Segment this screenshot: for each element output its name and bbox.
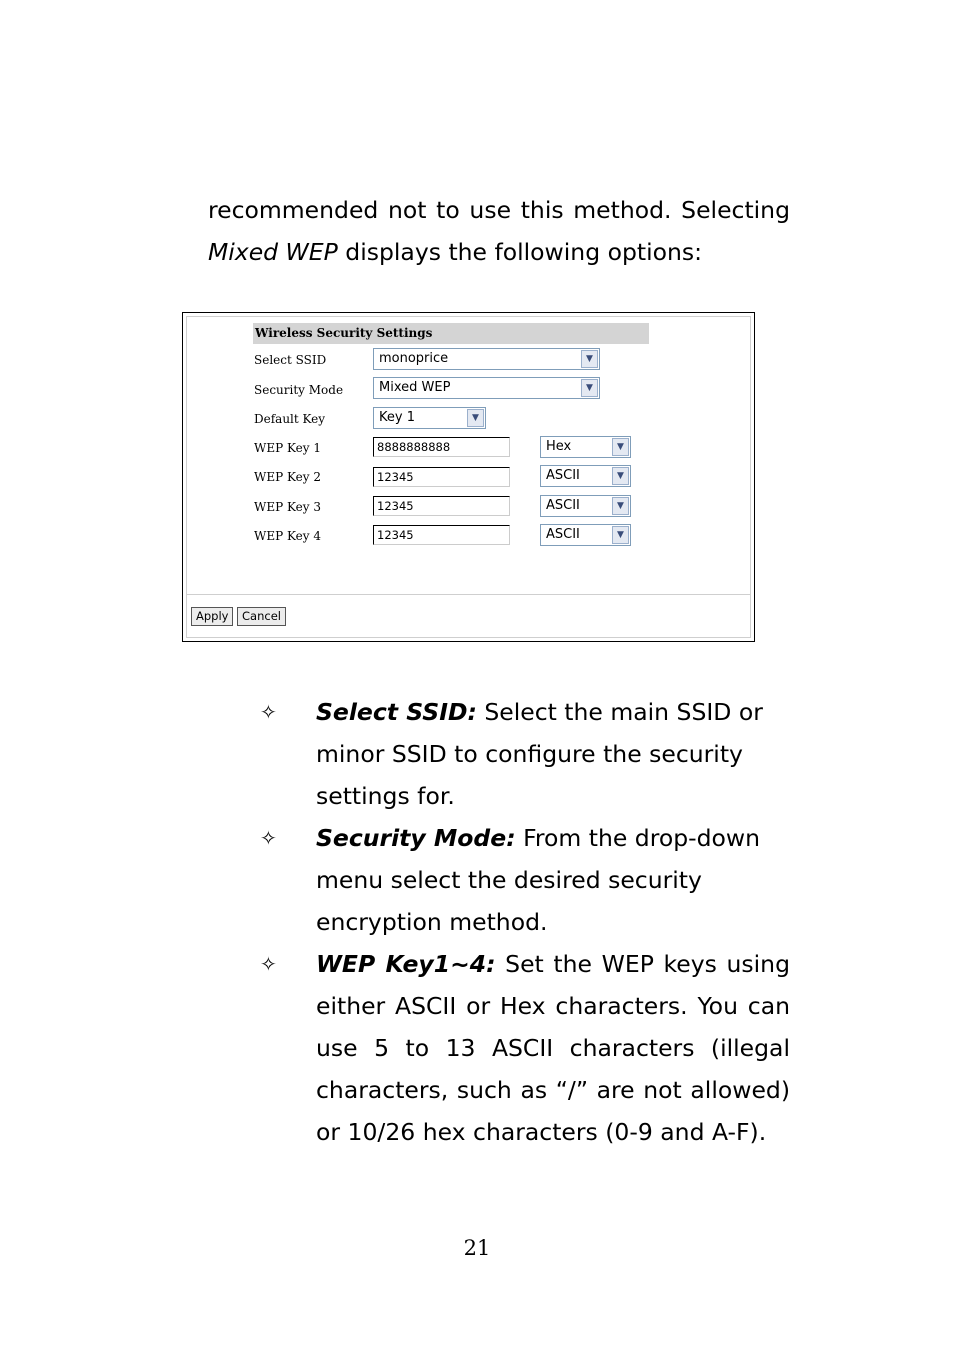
security-mode-dropdown[interactable] xyxy=(373,377,600,399)
label-security-mode: Security Mode xyxy=(254,383,344,397)
bullet-term: WEP Key1~4: xyxy=(316,950,496,978)
panel-divider xyxy=(187,594,750,595)
chevron-down-icon[interactable]: ▼ xyxy=(612,526,629,544)
label-wep-key-4: WEP Key 4 xyxy=(254,529,321,543)
wireless-security-screenshot xyxy=(182,312,755,642)
label-wep-key-2: WEP Key 2 xyxy=(254,470,321,484)
bullet-body xyxy=(316,691,790,817)
intro-paragraph xyxy=(208,189,790,273)
bullet-body xyxy=(316,943,790,1153)
apply-button[interactable]: Apply xyxy=(191,607,233,626)
security-mode-value: Mixed WEP xyxy=(379,380,451,395)
wep-key-1-format-value: Hex xyxy=(546,439,572,454)
label-default-key: Default Key xyxy=(254,412,326,426)
default-key-value: Key 1 xyxy=(379,410,415,425)
default-key-dropdown[interactable] xyxy=(373,407,486,429)
intro-emphasis: Mixed WEP xyxy=(208,238,338,266)
bullet-text: Set the WEP keys using either ASCII or Hex characters. You can use 5 to 13 ASCII characters (illegal characters, such as “/” are not allowed) or 10/26 hex characters (0-9 and A-F). xyxy=(316,950,790,1146)
wep-key-1-input[interactable]: 8888888888 xyxy=(373,437,510,457)
bullet-body xyxy=(316,817,790,943)
settings-panel xyxy=(186,316,751,638)
chevron-down-icon[interactable]: ▼ xyxy=(581,350,598,368)
intro-line-1: recommended not to use this method. Selecting xyxy=(208,196,790,224)
wep-key-4-format-value: ASCII xyxy=(546,527,580,542)
bullet-text: From the drop-down menu select the desired security encryption method. xyxy=(316,824,761,936)
chevron-down-icon[interactable]: ▼ xyxy=(467,409,484,427)
wep-key-2-format-dropdown[interactable] xyxy=(540,465,631,487)
label-wep-key-3: WEP Key 3 xyxy=(254,500,321,514)
intro-line-2-rest: displays the following options: xyxy=(337,238,703,266)
bullet-star-icon: ✧ xyxy=(260,952,277,976)
intro-line-2 xyxy=(208,231,790,273)
label-wep-key-1: WEP Key 1 xyxy=(254,441,321,455)
page-number: 21 xyxy=(463,1236,491,1260)
bullet-term: Security Mode: xyxy=(316,824,516,852)
panel-title: Wireless Security Settings xyxy=(253,323,649,344)
bullet-star-icon: ✧ xyxy=(260,700,277,724)
wep-key-3-format-dropdown[interactable] xyxy=(540,495,631,517)
chevron-down-icon[interactable]: ▼ xyxy=(581,379,598,397)
chevron-down-icon[interactable]: ▼ xyxy=(612,467,629,485)
bullet-term: Select SSID: xyxy=(316,698,477,726)
wep-key-4-input[interactable]: 12345 xyxy=(373,525,510,545)
bullet-text: Select the main SSID or minor SSID to configure the security settings for. xyxy=(316,698,763,810)
cancel-button[interactable]: Cancel xyxy=(237,607,286,626)
wep-key-3-input[interactable]: 12345 xyxy=(373,496,510,516)
wep-key-4-format-dropdown[interactable] xyxy=(540,524,631,546)
wep-key-3-format-value: ASCII xyxy=(546,498,580,513)
wep-key-2-input[interactable]: 12345 xyxy=(373,467,510,487)
select-ssid-value: monoprice xyxy=(379,351,449,366)
label-select-ssid: Select SSID xyxy=(254,353,327,367)
wep-key-2-format-value: ASCII xyxy=(546,468,580,483)
wep-key-1-format-dropdown[interactable] xyxy=(540,436,631,458)
bullet-star-icon: ✧ xyxy=(260,826,277,850)
chevron-down-icon[interactable]: ▼ xyxy=(612,438,629,456)
chevron-down-icon[interactable]: ▼ xyxy=(612,497,629,515)
select-ssid-dropdown[interactable] xyxy=(373,348,600,370)
